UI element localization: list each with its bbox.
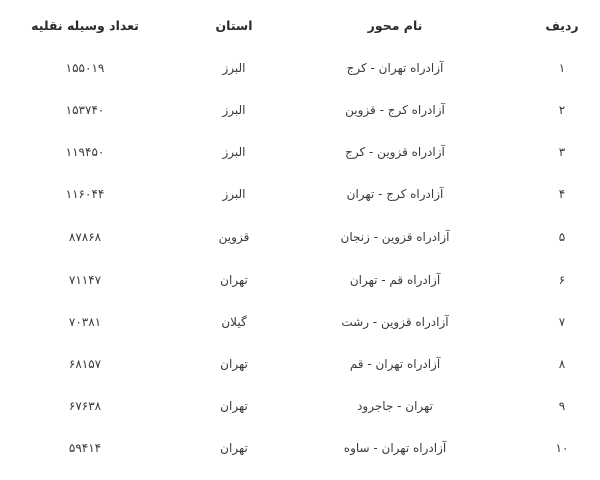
row-rank: ۹ [558,399,566,413]
row-route: آزادراه تهران - کرج [346,61,444,75]
row-province: تهران [220,273,248,287]
row-rank: ۱ [558,61,566,75]
header-province: استان [215,18,253,33]
row-province: البرز [222,103,246,117]
header-rank: ردیف [545,18,579,33]
row-route: آزادراه تهران - ساوه [343,441,447,455]
row-vehicle-count: ۶۸۱۵۷ [68,357,102,371]
row-province: البرز [222,145,246,159]
row-route: آزادراه قزوین - زنجان [340,230,450,244]
table-header-row [0,6,600,46]
row-rank: ۸ [558,357,566,371]
row-route: آزادراه کرج - تهران [346,187,444,201]
row-route: آزادراه قزوین - رشت [341,315,449,329]
row-province: تهران [220,441,248,455]
row-vehicle-count: ۷۰۳۸۱ [68,315,102,329]
row-province: البرز [222,61,246,75]
table-row [0,132,600,172]
row-rank: ۱۰ [555,441,569,455]
header-vehicle-count: تعداد وسیله نقلیه [31,18,139,33]
table-row [0,302,600,342]
table-row [0,344,600,384]
row-route: آزادراه قزوین - کرج [345,145,445,159]
row-rank: ۴ [558,187,566,201]
row-rank: ۳ [558,145,566,159]
row-vehicle-count: ۱۵۵۰۱۹ [65,61,105,75]
row-route: آزادراه قم - تهران [349,273,441,287]
row-province: البرز [222,187,246,201]
row-vehicle-count: ۸۷۸۶۸ [68,230,102,244]
row-province: قزوین [218,230,250,244]
row-vehicle-count: ۶۷۶۳۸ [68,399,102,413]
row-vehicle-count: ۱۵۳۷۴۰ [65,103,105,117]
table-row [0,260,600,300]
row-rank: ۵ [558,230,566,244]
row-province: تهران [220,399,248,413]
row-vehicle-count: ۷۱۱۴۷ [68,273,102,287]
row-route: آزادراه تهران - قم [349,357,441,371]
row-route: آزادراه کرج - قزوین [345,103,445,117]
row-province: تهران [220,357,248,371]
table-row [0,90,600,130]
row-vehicle-count: ۱۱۶۰۴۴ [65,187,105,201]
row-vehicle-count: ۵۹۴۱۴ [68,441,102,455]
table-row [0,217,600,257]
header-route: نام محور [367,18,423,33]
row-route: تهران - جاجرود [357,399,433,413]
table-row [0,428,600,468]
table-row [0,386,600,426]
row-vehicle-count: ۱۱۹۴۵۰ [65,145,105,159]
row-province: گیلان [221,315,247,329]
row-rank: ۲ [558,103,566,117]
table-row [0,48,600,88]
row-rank: ۷ [558,315,566,329]
table-row [0,174,600,214]
row-rank: ۶ [558,273,566,287]
